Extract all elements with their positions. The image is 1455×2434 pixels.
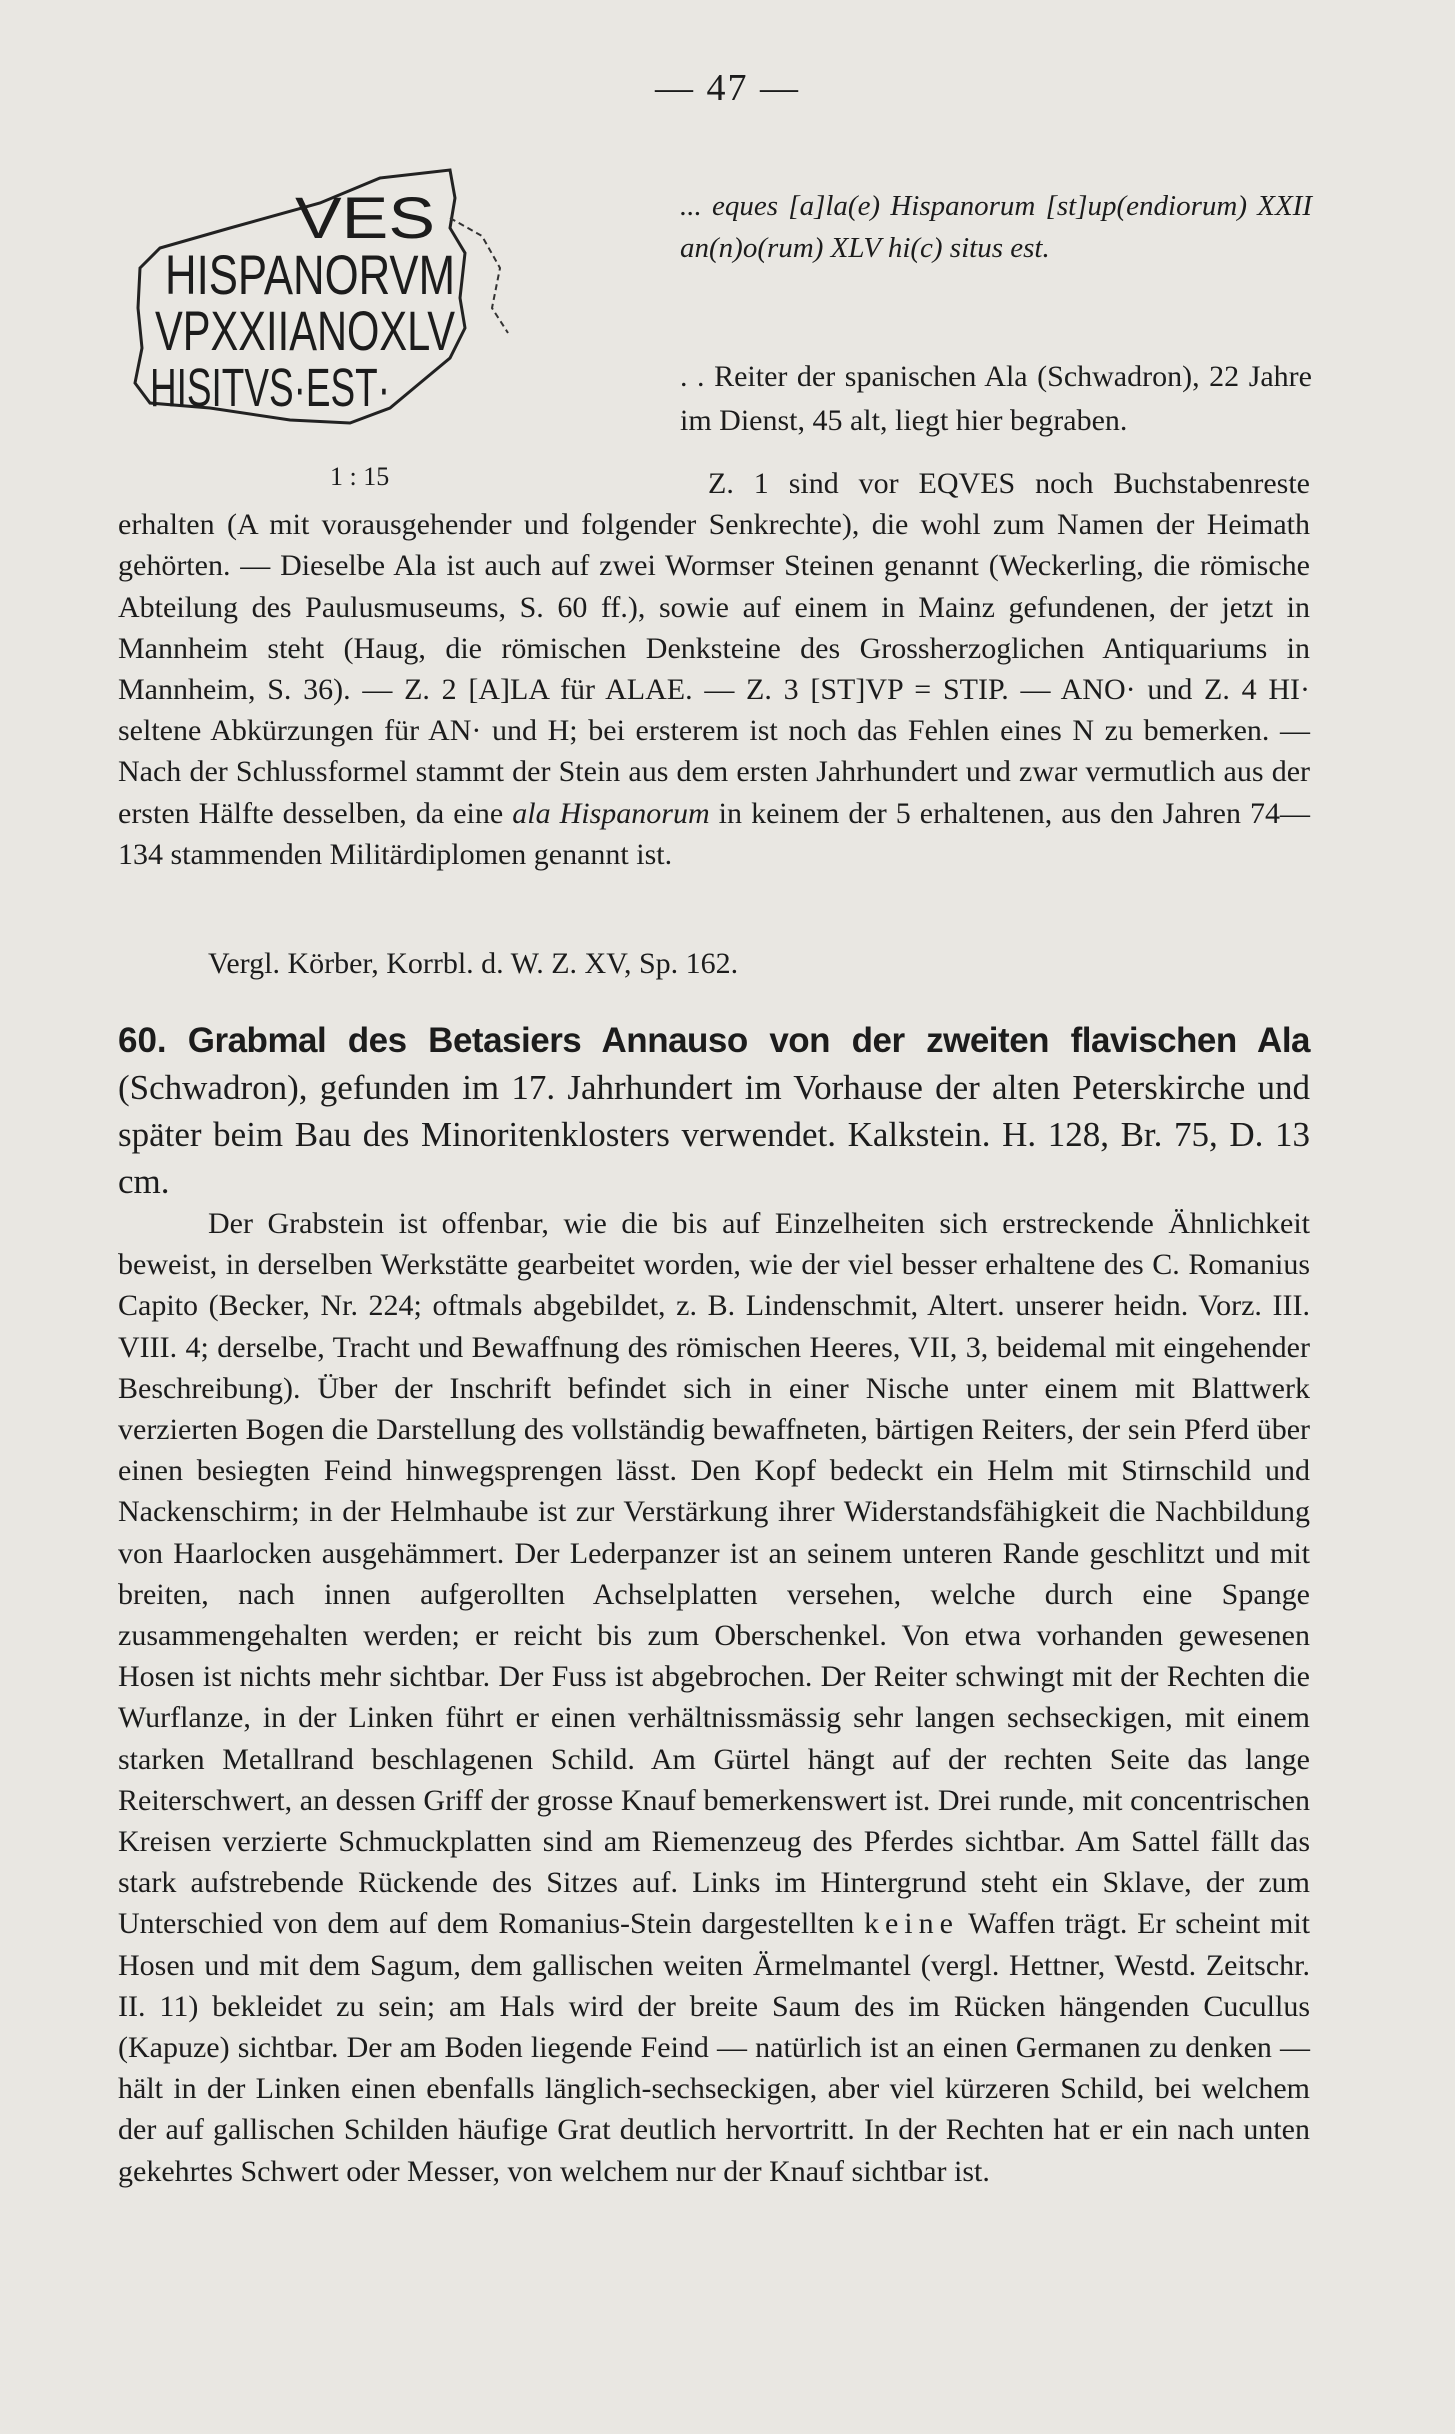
description-spaced-word: keine — [863, 1907, 959, 1941]
stone-crack — [450, 218, 508, 333]
description-part-1: Der Grabstein ist offenbar, wie die bis auf Einzelheiten sich erstreckende Ähnlichkeit beweist, in derselben Werkstätte gearbeitet worden, wie der viel besser erhaltene des C. Romanius Capito (Becker, Nr. 224; oftmals abgebildet, z. B. Lindenschmit, Altert. unserer heidn. Vorz. III. VIII. 4; derselbe, Tracht und Bewaffnung des römischen Heeres, VII, 3, beidemal mit eingehender Beschreibung). Über der Inschrift befindet sich in einer Nische unter einem mit Blattwerk verzierten Bogen die Darstellung des vollständig bewaffneten, bärtigen Reiters, der sein Pferd über einen besiegten Feind hinwegsprengen lässt. Den Kopf bedeckt ein Helm mit Stirnschild und Nackenschirm; in der Helmhaube ist zur Verstärkung ihrer Widerstandsfähigkeit die Nachbildung von Haarlocken ausgehämmert. Der Lederpanzer ist an seinem unteren Rande geschlitzt und mit breiten, nach innen aufgerollten Achselplatten versehen, welche durch eine Spange zusammengehalten werden; er reicht bis zum Oberschenkel. Von etwa vorhanden gewesenen Hosen ist nichts mehr sichtbar. Der Fuss ist abgebrochen. Der Reiter schwingt mit der Rechten die Wurflanze, in der Linken führt er einen verhältnissmässig sehr langen sechseckigen, mit einem starken Metallrand beschlagenen Schild. Am Gürtel hängt auf der rechten Seite das lange Reiterschwert, an dessen Griff der grosse Knauf bemerkenswert ist. Drei runde, mit concentrischen Kreisen verzierte Schmuckplatten sind am Riemenzeug des Pferdes sichtbar. Am Sattel fällt das stark aufstrebende Rückende des Sitzes auf. Links im Hintergrund steht ein Sklave, der zum Unterschied von dem auf dem Romanius-Stein dargestellten — [118, 1207, 1310, 1941]
inscription-line-3: VPXXIIANOXLV — [155, 299, 456, 362]
section-title-bold: Grabmal des Betasiers Annauso von der zweiten flavischen Ala — [187, 1021, 1311, 1060]
description-part-2: Waffen trägt. Er scheint mit Hosen und mit dem Sagum, dem gallischen weiten Ärmelmantel (vergl. Hettner, Westd. Zeitschr. II. 11) bekleidet zu sein; am Hals wird der breite Saum des im Rücken hängenden Cucullus (Kapuze) sichtbar. Der am Boden liegende Feind — natürlich ist an einen Germanen zu denken — hält in der Linken einen ebenfalls länglich-sechseckigen, aber viel kürzeren Schild, bei welchem der auf gallischen Schilden häufige Grat deutlich hervortritt. In der Rechten hat er ein nach unten gekehrtes Schwert oder Messer, von welchem nur der Knauf sichtbar ist. — [118, 1907, 1310, 2188]
reference-text: Vergl. Körber, Korrbl. d. W. Z. XV, Sp. 162. — [208, 947, 739, 980]
section-heading — [118, 1017, 1310, 1205]
scale-label: 1 : 15 — [330, 462, 390, 491]
page-number: — 47 — — [655, 67, 800, 109]
commentary-paragraph — [118, 463, 1310, 875]
latin-reading: ... eques [a]la(e) Hispanorum [st]up(endiorum) XXII an(n)o(rum) XLV hi(c) situs est. — [680, 190, 1312, 264]
commentary-italic: ala Hispanorum — [512, 796, 710, 830]
description-paragraph — [118, 1203, 1310, 2192]
section-title-rest: (Schwadron), gefunden im 17. Jahrhundert im Vorhause der alten Peterskirche und später beim Bau des Minoritenklosters verwendet. Kalkstein. H. 128, Br. 75, D. 13 cm. — [118, 1068, 1310, 1201]
commentary-text: Z. 1 sind vor EQVES noch Buchstabenreste erhalten (A mit vorausgehender und folgender Senkrechte), die wohl zum Namen der Heimath gehörten. — Dieselbe Ala ist auch auf zwei Wormser Steinen genannt (Weckerling, die römische Abteilung des Paulusmuseums, S. 60 ff.), sowie auf einem in Mainz gefundenen, der jetzt in Mannheim steht (Haug, die römischen Denksteine des Grossherzoglichen Antiquariums in Mannheim, S. 36). — Z. 2 [A]LA für ALAE. — Z. 3 [ST]VP = STIP. — ANO· und Z. 4 HI· seltene Abkürzungen für AN· und H; bei ersterem ist noch das Fehlen eines N zu bemerken. — Nach der Schlussformel stammt der Stein aus dem ersten Jahrhundert und zwar vermutlich aus der ersten Hälfte desselben, da eine — [118, 467, 1310, 830]
section-number: 60. — [118, 1021, 167, 1060]
commentary-text-end: in keinem der 5 erhaltenen, aus den Jahren 74—134 stammenden Militärdiplomen genannt ist. — [118, 796, 1311, 871]
inscription-line-1: VES — [295, 186, 435, 251]
inscription-line-2: HISPANORVM — [165, 243, 455, 306]
inscription-line-4: HISITVS·EST· — [150, 358, 390, 418]
inscription-fragment-drawing — [120, 158, 620, 458]
german-translation: . . Reiter der spanischen Ala (Schwadron), 22 Jahre im Dienst, 45 alt, liegt hier begraben. — [680, 360, 1312, 437]
reference-paragraph — [118, 943, 1310, 984]
